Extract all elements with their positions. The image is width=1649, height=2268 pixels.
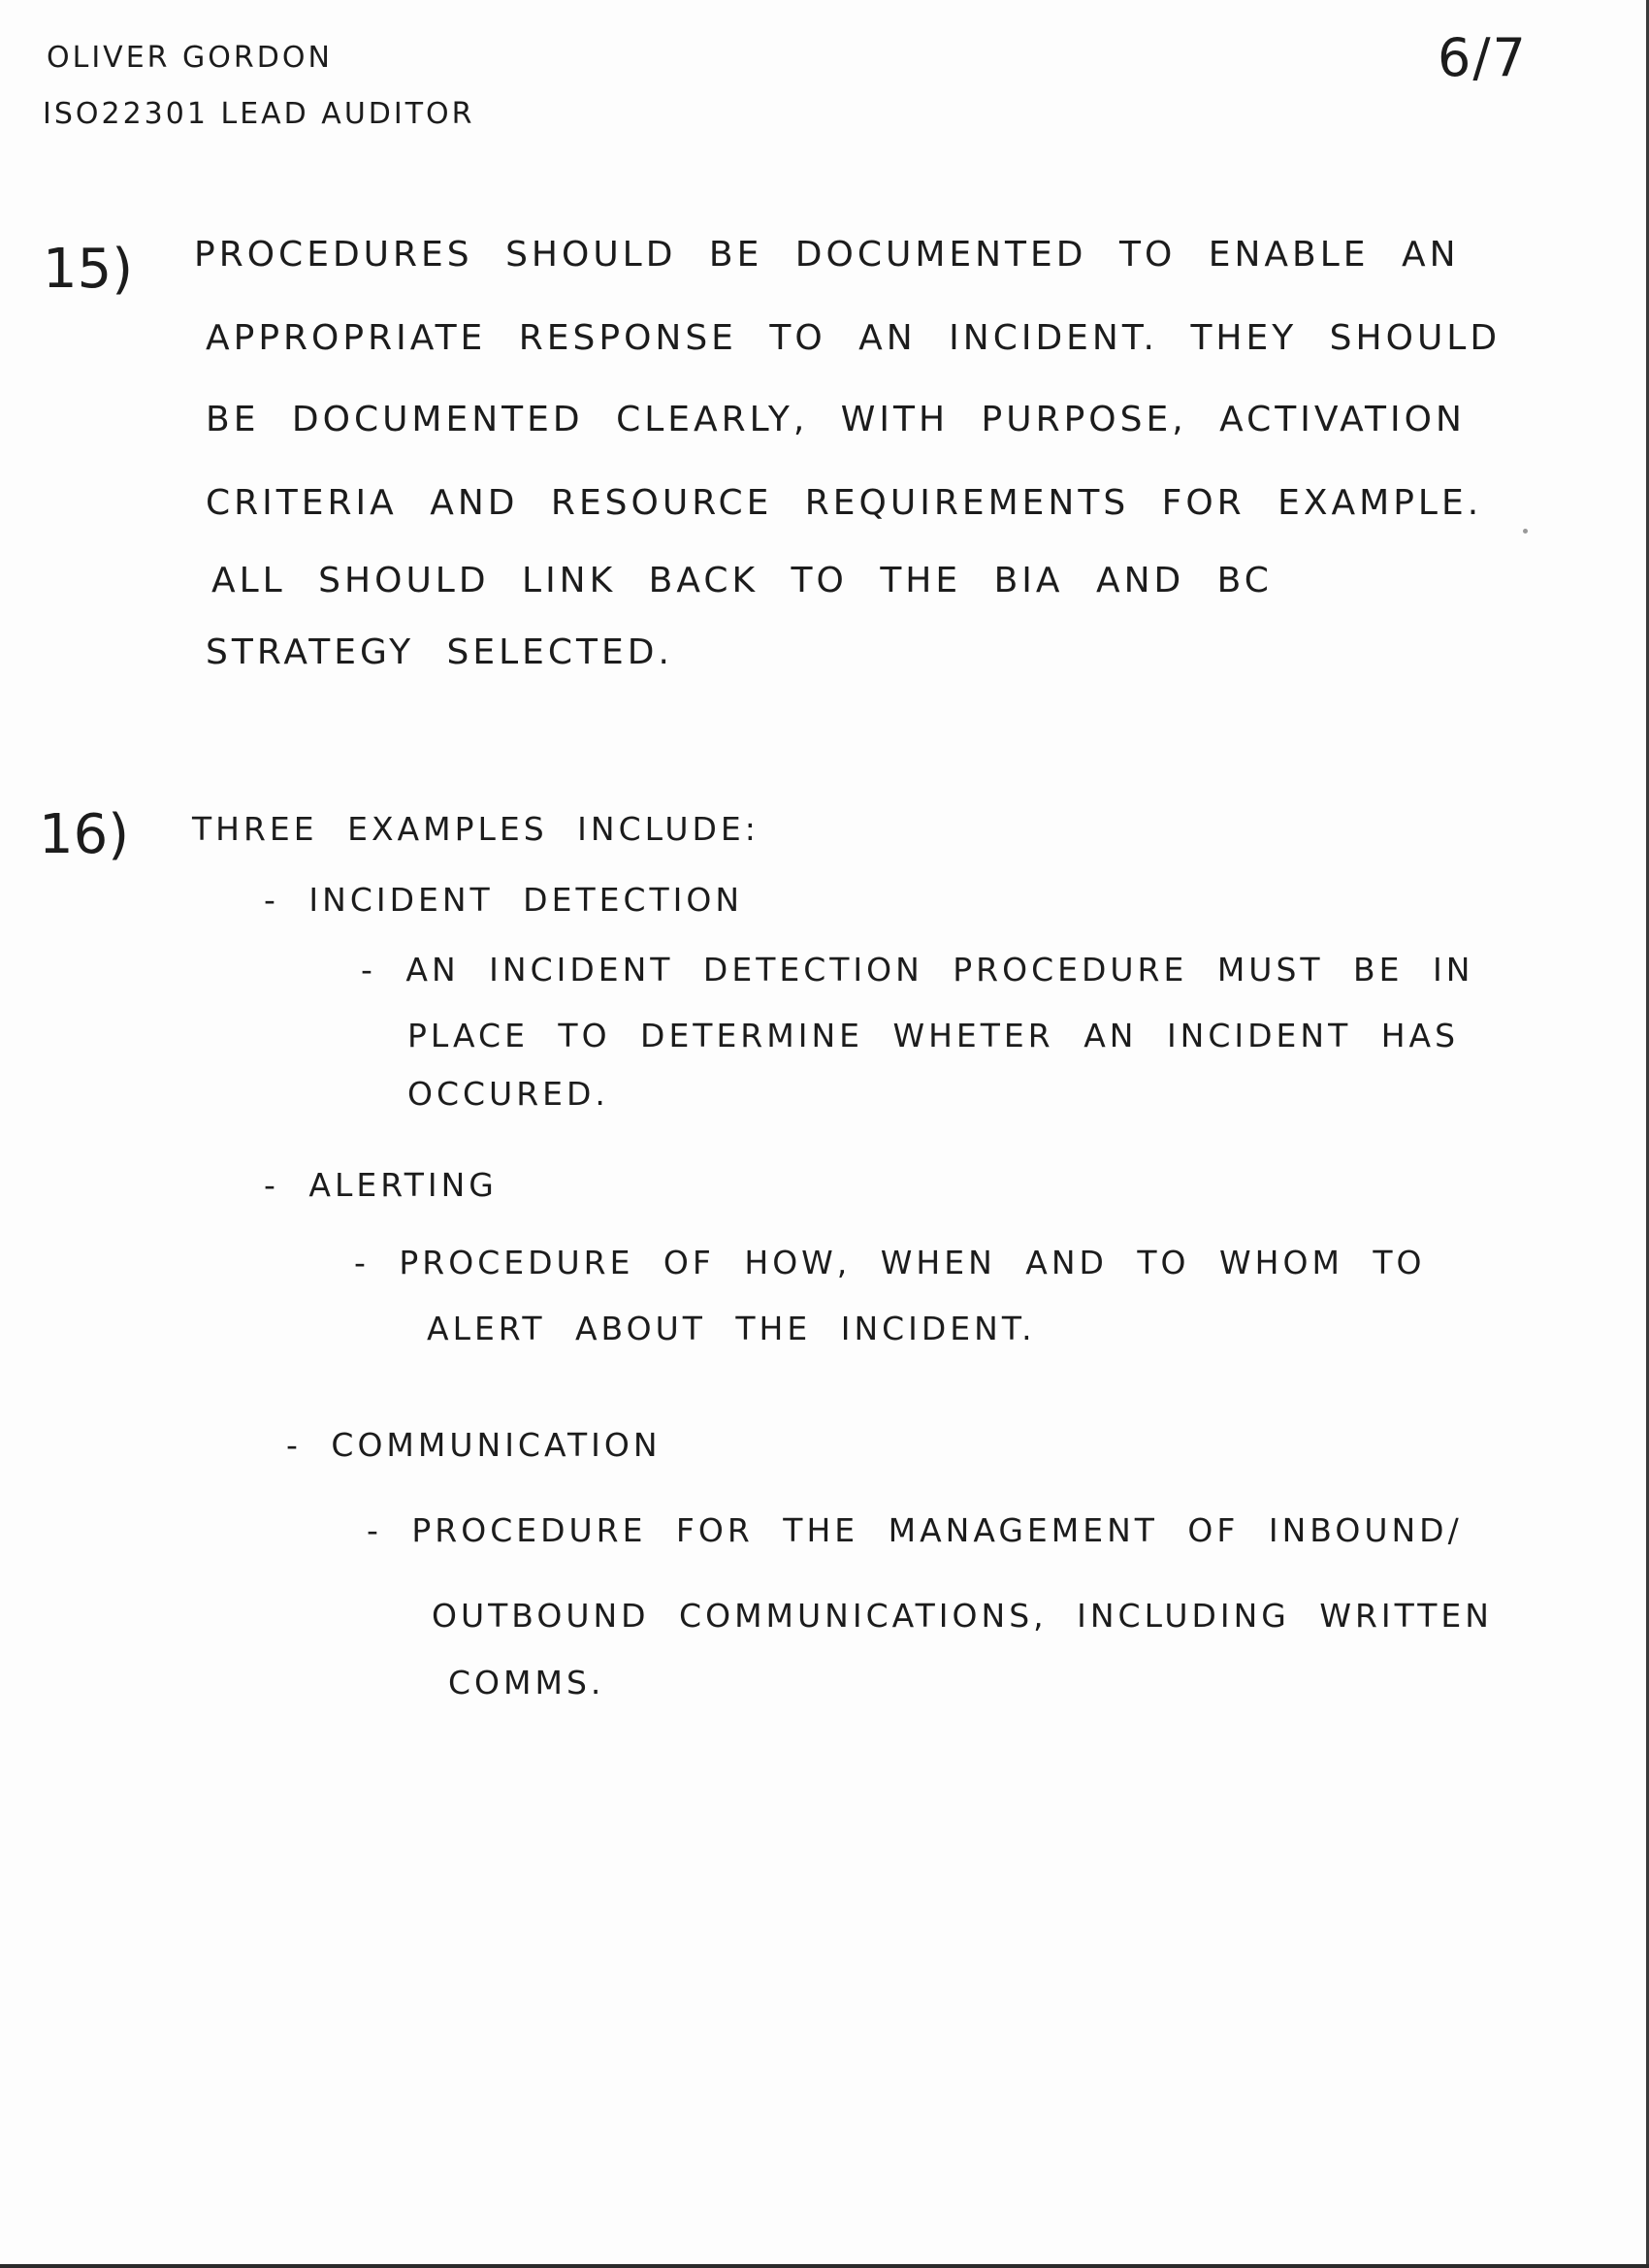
q16-item-3-detail-1: - PROCEDURE FOR THE MANAGEMENT OF INBOUND/ [367, 1511, 1463, 1549]
q16-item-1-detail-2: PLACE TO DETERMINE WHETER AN INCIDENT HAS [407, 1017, 1460, 1054]
q15-line-6: STRATEGY SELECTED. [206, 632, 673, 672]
q16-item-1-detail-1: - AN INCIDENT DETECTION PROCEDURE MUST BE IN [361, 951, 1474, 988]
q16-item-3-heading: - COMMUNICATION [286, 1426, 662, 1464]
q16-item-3-detail-3: COMMS. [448, 1664, 605, 1701]
q16-item-3-detail-2: OUTBOUND COMMUNICATIONS, INCLUDING WRITTEN [432, 1597, 1493, 1635]
q16-item-2-detail-2: ALERT ABOUT THE INCIDENT. [427, 1310, 1036, 1347]
q16-item-2-heading: - ALERTING [264, 1166, 498, 1204]
q16-item-1-detail-3: OCCURED. [407, 1075, 609, 1113]
stray-pen-mark [1523, 529, 1528, 534]
q15-line-3: BE DOCUMENTED CLEARLY, WITH PURPOSE, ACTIVATION [206, 400, 1466, 439]
q15-line-5: ALL SHOULD LINK BACK TO THE BIA AND BC [211, 561, 1273, 600]
q15-line-2: APPROPRIATE RESPONSE TO AN INCIDENT. THEY SHOULD [206, 318, 1502, 358]
q16-item-1-heading: - INCIDENT DETECTION [264, 881, 744, 919]
page-number: 6/7 [1438, 27, 1528, 88]
author-name: OLIVER GORDON [47, 41, 333, 75]
q15-line-4: CRITERIA AND RESOURCE REQUIREMENTS FOR EXAMPLE. [206, 483, 1483, 523]
q16-intro: THREE EXAMPLES INCLUDE: [192, 810, 760, 848]
q15-line-1: PROCEDURES SHOULD BE DOCUMENTED TO ENABLE AN [194, 235, 1460, 275]
q16-item-2-detail-1: - PROCEDURE OF HOW, WHEN AND TO WHOM TO [354, 1244, 1426, 1281]
question-16-number: 16) [39, 803, 130, 866]
question-15-number: 15) [43, 238, 134, 301]
scan-bottom-edge [0, 2264, 1649, 2268]
author-role: ISO22301 LEAD AUDITOR [43, 97, 475, 131]
